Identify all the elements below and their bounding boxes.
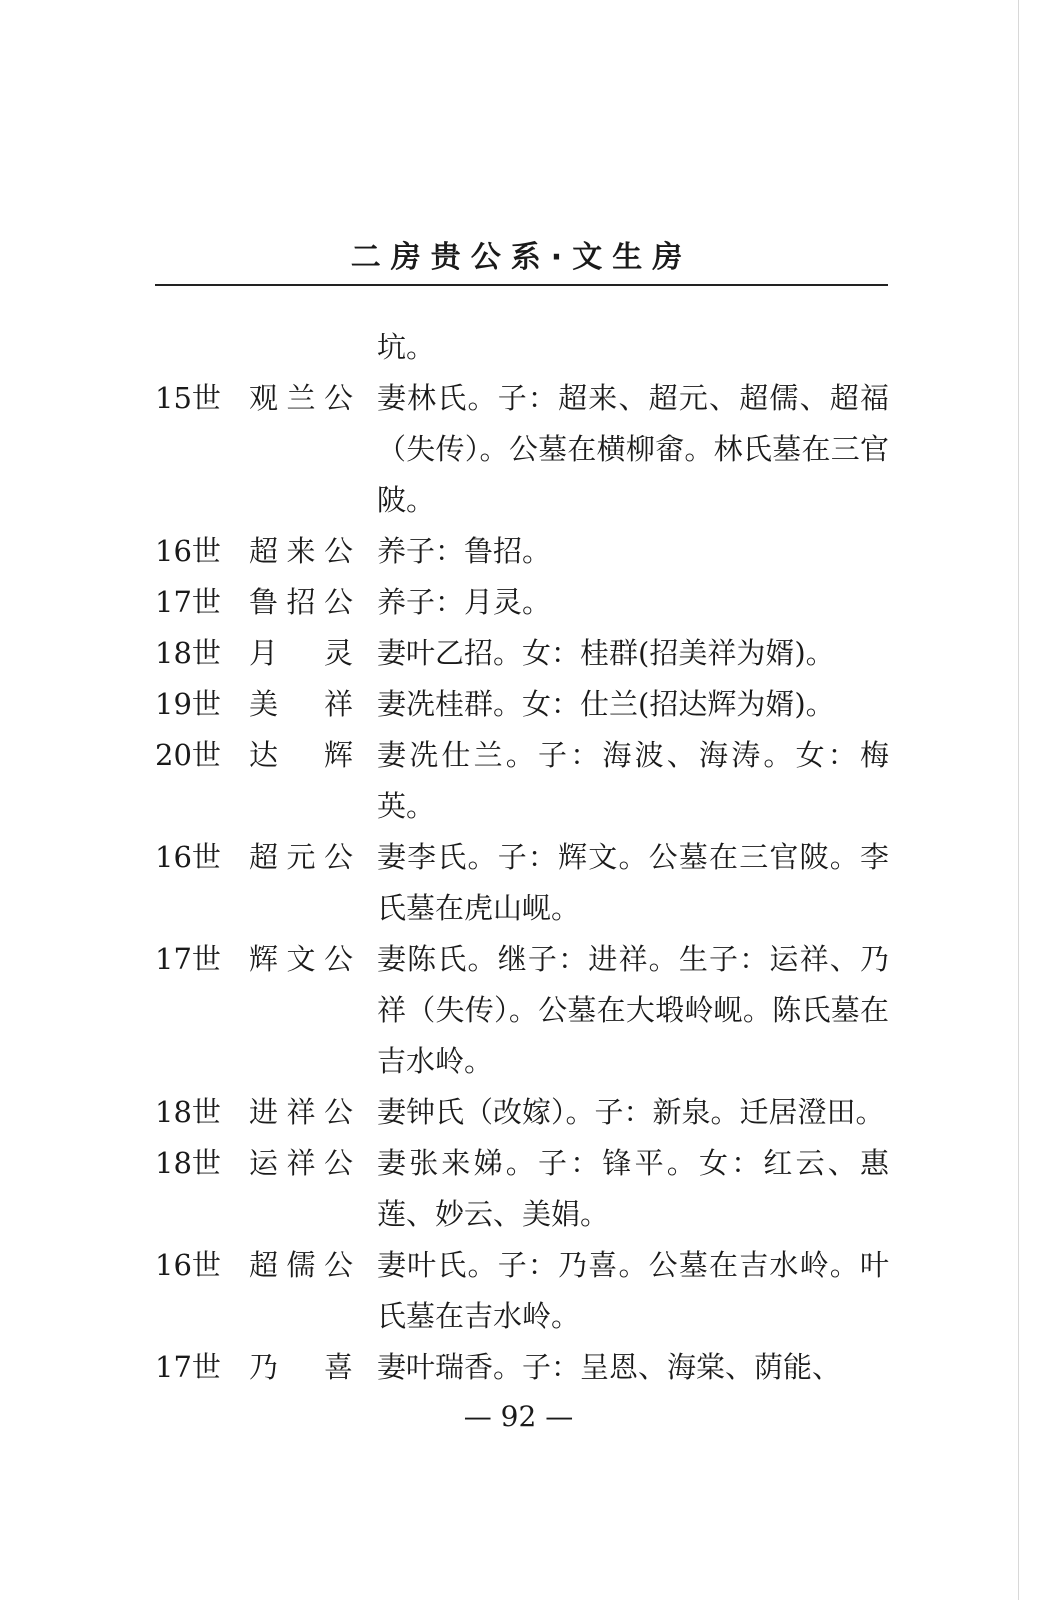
entry-generation: 20世 <box>155 738 221 772</box>
entry <box>155 1138 895 1240</box>
entry <box>155 934 895 1087</box>
entry <box>155 679 895 730</box>
page-number: — 92 — <box>463 1400 574 1433</box>
entry-text: 养子：月灵。 <box>377 585 552 619</box>
entry-text: 妻陈氏。继子：进祥。生子：运祥、乃祥（失传）。公墓在大塅岭岘。陈氏墓在吉水岭。 <box>377 942 889 1078</box>
entry <box>155 1342 895 1393</box>
entry <box>155 373 895 526</box>
entry-name: 达辉 <box>249 738 353 772</box>
entry <box>155 730 895 832</box>
entry-name: 超儒公 <box>249 1248 353 1282</box>
entry <box>155 1087 895 1138</box>
entry-name: 超来公 <box>249 534 353 568</box>
entry-name: 辉文公 <box>249 942 353 976</box>
entry-generation: 17世 <box>155 942 221 976</box>
entry-generation: 19世 <box>155 687 221 721</box>
entry-name: 鲁招公 <box>249 585 353 619</box>
entry-text: 妻冼桂群。女：仕兰(招达辉为婿)。 <box>377 687 835 721</box>
entry-generation: 16世 <box>155 1248 221 1282</box>
entry-generation: 16世 <box>155 840 221 874</box>
entry-name: 美祥 <box>249 687 353 721</box>
entry-generation: 18世 <box>155 636 221 670</box>
entry-text: 坑。 <box>377 330 436 364</box>
entry-name: 乃喜 <box>249 1350 353 1384</box>
entry-name: 月灵 <box>249 636 353 670</box>
entry-text: 妻叶瑞香。子：呈恩、海棠、荫能、 <box>377 1350 842 1384</box>
entry <box>155 832 895 934</box>
entry <box>155 322 895 373</box>
entry-text: 妻叶氏。子：乃喜。公墓在吉水岭。叶氏墓在吉水岭。 <box>377 1248 889 1333</box>
entry-generation: 15世 <box>155 381 221 415</box>
entry-text: 妻林氏。子：超来、超元、超儒、超福（失传）。公墓在横柳畲。林氏墓在三官陂。 <box>377 381 889 517</box>
entry-text: 妻李氏。子：辉文。公墓在三官陂。李氏墓在虎山岘。 <box>377 840 889 925</box>
entry-generation: 18世 <box>155 1146 221 1180</box>
header-title: 二房贵公系·文生房 <box>350 240 693 275</box>
entry <box>155 577 895 628</box>
page-header <box>155 228 888 286</box>
genealogy-entries <box>155 322 895 1393</box>
header-rule <box>155 284 888 286</box>
entry <box>155 526 895 577</box>
entry-generation: 18世 <box>155 1095 221 1129</box>
entry-generation: 16世 <box>155 534 221 568</box>
entry <box>155 1240 895 1342</box>
page-edge <box>1018 0 1019 1600</box>
entry-text: 妻冼仕兰。子：海波、海涛。女：梅英。 <box>377 738 889 823</box>
entry-name: 观兰公 <box>249 381 353 415</box>
entry-generation: 17世 <box>155 585 221 619</box>
entry-text: 妻钟氏（改嫁）。子：新泉。迁居澄田。 <box>377 1095 885 1129</box>
entry-name: 超元公 <box>249 840 353 874</box>
entry-text: 妻张来娣。子：锋平。女：红云、惠莲、妙云、美娟。 <box>377 1146 889 1231</box>
entry <box>155 628 895 679</box>
entry-text: 妻叶乙招。女：桂群(招美祥为婿)。 <box>377 636 835 670</box>
entry-text: 养子：鲁招。 <box>377 534 552 568</box>
entry-generation: 17世 <box>155 1350 221 1384</box>
entry-name: 运祥公 <box>249 1146 353 1180</box>
entry-name: 进祥公 <box>249 1095 353 1129</box>
